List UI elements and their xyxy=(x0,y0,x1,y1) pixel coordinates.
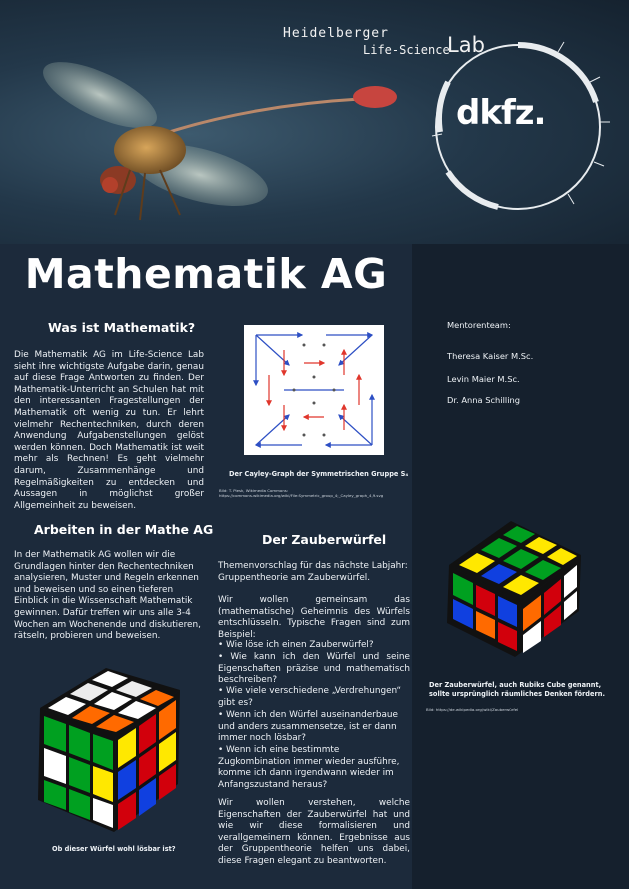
rubiks-cube-right-image xyxy=(443,515,585,660)
graph-credit-line1: Bild: T. Piesk, Wikimedia Commons: xyxy=(219,488,289,493)
mentor-1: Theresa Kaiser M.Sc. xyxy=(447,351,534,361)
question-4: • Wenn ich den Würfel auseinanderbaue und anders zusammensetze, ist er dann immer noch lösbar? xyxy=(218,710,398,744)
graph-caption: Der Cayley-Graph der Symmetrischen Gruppe S₄ xyxy=(229,470,409,478)
cayley-graph-drawing xyxy=(244,325,384,455)
question-1: • Wie löse ich einen Zauberwürfel? xyxy=(218,640,374,650)
paragraph-was-ist-mathematik: Die Mathematik AG im Life-Science Lab sieht ihre wichtigste Aufgabe darin, genau auf diese Frage Antworten zu finden. Der Mathematik-Unterricht an Schulen hat mit den interessanten Fragestellungen der Mathematik oft wenig zu tun. Er lehrt vielmehr Rechentechniken, durch deren Anwendung Aufgabenstellungen gelöst werden können. Doch Mathematik ist weit mehr als Rechnen! Es geht vielmehr darum, Zusammenhänge und Regelmäßigkeiten zu entdecken und Aussagen in möglichst großer Allgemeinheit zu beweisen. xyxy=(14,350,204,511)
right-cube-caption-line2: sollte ursprünglich räumliches Denken fördern. xyxy=(429,690,605,698)
question-2: • Wie kann ich den Würfel und seine Eigenschaften präzise und mathematisch beschreiben? xyxy=(218,652,410,686)
header-banner xyxy=(0,0,629,244)
left-cube-caption: Ob dieser Würfel wohl lösbar ist? xyxy=(52,845,176,853)
heading-zauberwuerfel: Der Zauberwürfel xyxy=(262,532,387,547)
page-title: Mathematik AG xyxy=(24,250,388,298)
mentor-2: Levin Maier M.Sc. xyxy=(447,374,520,384)
rubiks-cube-left-image xyxy=(28,660,190,838)
right-cube-caption-line1: Der Zauberwürfel, auch Rubiks Cube genannt, xyxy=(429,681,602,689)
cayley-graph-image xyxy=(244,325,384,455)
fly-image xyxy=(30,55,450,235)
mentor-heading: Mentorenteam: xyxy=(447,320,511,330)
brand-logo xyxy=(283,26,485,57)
dkfz-logo: dkfz. xyxy=(456,93,546,133)
brand-line1: Heidelberger xyxy=(283,26,389,41)
heading-arbeiten: Arbeiten in der Mathe AG xyxy=(34,522,214,537)
zauberwuerfel-paragraph: Wir wollen gemeinsam das (mathematische) Geheimnis des Würfels entschlüsseln. Typische Fragen sind zum Beispiel: xyxy=(218,595,410,640)
zauberwuerfel-intro: Themenvorschlag für das nächste Labjahr: Gruppentheorie am Zauberwürfel. xyxy=(218,561,408,583)
right-cube-credit: Bild: https://de.wikipedia.org/wiki/Zauberwürfel xyxy=(426,707,519,712)
question-3: • Wie viele verschiedene „Verdrehungen“ gibt es? xyxy=(218,686,402,708)
graph-credit-line2: https://commons.wikimedia.org/wiki/File:Symmetric_group_4;_Cayley_graph_4,9.svg xyxy=(219,493,384,498)
mentor-3: Dr. Anna Schilling xyxy=(447,395,521,405)
heading-was-ist-mathematik: Was ist Mathematik? xyxy=(48,320,196,335)
brand-lab: Lab xyxy=(447,33,485,57)
paragraph-arbeiten: In der Mathematik AG wollen wir die Grundlagen hinter den Rechentechniken analysieren, Muster und Regeln erkennen und beweisen und so einen tieferen Einblick in die Wissenschaft Mathematik gewinnen. Dafür treffen wir uns alle 3-4 Wochen am Wochenende und diskutieren, rätseln, probieren und beweisen. xyxy=(14,550,201,642)
brand-line2: Life-Science xyxy=(363,43,450,57)
question-5: • Wenn ich eine bestimmte Zugkombination immer wieder ausführe, komme ich dann irgendwann wieder im Anfangszustand heraus? xyxy=(218,745,400,790)
zauberwuerfel-outro: Wir wollen verstehen, welche Eigenschaften der Zauberwürfel hat und wie wir diese formalisieren und verallgemeinern können. Ergebnisse aus der Gruppentheorie helfen uns dabei, diese Fragen elegant zu beantworten. xyxy=(218,798,410,866)
